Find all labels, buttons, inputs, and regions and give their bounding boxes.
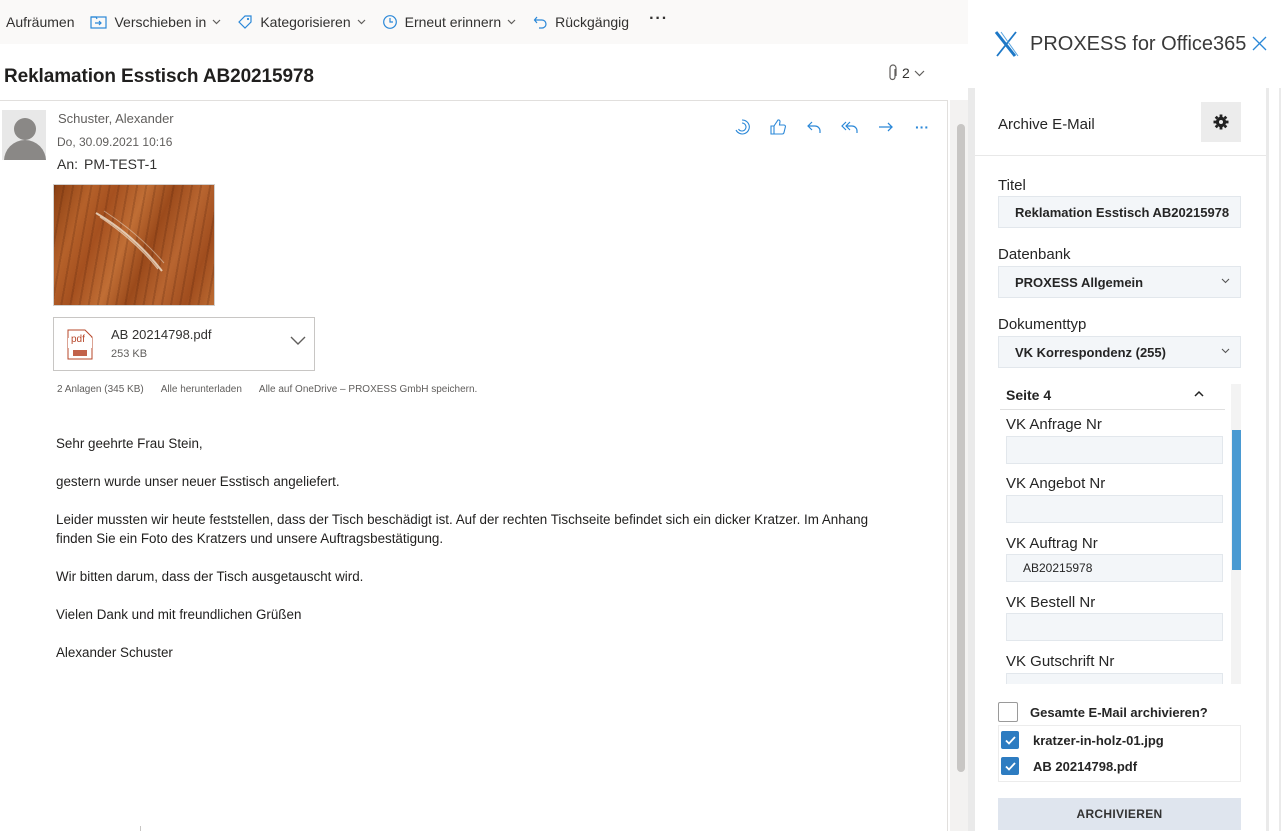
- pdf-attachment-name: AB 20214798.pdf: [111, 327, 212, 342]
- database-field-label: Datenbank: [998, 246, 1071, 263]
- field-label: VK Angebot Nr: [1006, 475, 1106, 492]
- pdf-attachment-size: 253 KB: [111, 348, 148, 360]
- body-signature: Alexander Schuster: [56, 645, 173, 660]
- chevron-up-icon[interactable]: [1194, 390, 1204, 397]
- snooze-button[interactable]: [374, 0, 525, 44]
- loop-icon[interactable]: [731, 116, 753, 138]
- pdf-attachment-card[interactable]: [53, 317, 315, 371]
- command-toolbar: [0, 0, 968, 44]
- whole-email-checkbox[interactable]: [998, 702, 1018, 722]
- gutschrift-input[interactable]: [1006, 673, 1223, 684]
- save-to-onedrive-link[interactable]: Alle auf OneDrive – PROXESS GmbH speichern.: [258, 384, 478, 395]
- attachment-checkbox[interactable]: [1001, 757, 1019, 775]
- body-paragraph: Wir bitten darum, dass der Tisch ausgetauscht wird.: [56, 569, 364, 584]
- pdf-icon-label: pdf: [71, 334, 85, 345]
- close-icon[interactable]: [1252, 36, 1267, 51]
- body-paragraph: gestern wurde unser neuer Esstisch angeliefert.: [56, 474, 340, 489]
- attachment-option[interactable]: [1001, 731, 1164, 749]
- doctype-field-label: Dokumenttyp: [998, 316, 1087, 333]
- message-subject: Reklamation Esstisch AB20215978: [4, 66, 314, 87]
- undo-label: Rückgängig: [555, 14, 630, 30]
- fields-scrollbar-thumb[interactable]: [1232, 430, 1241, 570]
- undo-button[interactable]: [524, 0, 637, 44]
- recipient[interactable]: PM-TEST-1: [84, 156, 158, 172]
- undo-icon: [532, 14, 548, 30]
- move-folder-icon: [90, 15, 107, 29]
- reply-all-icon[interactable]: [839, 116, 861, 138]
- database-value: PROXESS Allgemein: [1015, 274, 1144, 290]
- checkmark-icon: [1005, 736, 1016, 745]
- divider: [1000, 409, 1225, 410]
- snooze-label: Erneut erinnern: [404, 14, 502, 30]
- database-select[interactable]: [998, 266, 1241, 298]
- proxess-logo-icon: [993, 30, 1019, 58]
- message-body: [56, 434, 896, 681]
- auftrag-input[interactable]: AB20215978: [1006, 554, 1223, 582]
- attachment-count: 2: [902, 65, 910, 81]
- anfrage-input[interactable]: [1006, 436, 1223, 464]
- more-actions-button[interactable]: ···: [649, 10, 669, 27]
- chevron-down-icon: [507, 19, 516, 25]
- reply-icon[interactable]: [803, 116, 825, 138]
- angebot-input[interactable]: [1006, 495, 1223, 523]
- attachment-checkbox[interactable]: [1001, 731, 1019, 749]
- clock-icon: [382, 14, 398, 30]
- chevron-down-icon[interactable]: [290, 336, 306, 346]
- field-label: VK Anfrage Nr: [1006, 416, 1102, 433]
- attachment-summary-links: [57, 384, 477, 395]
- move-to-button[interactable]: [82, 0, 229, 44]
- chevron-down-icon: [914, 70, 925, 77]
- addin-title: PROXESS for Office365: [1030, 33, 1247, 55]
- archive-heading: Archive E-Mail: [998, 116, 1095, 133]
- cleanup-button[interactable]: [0, 0, 82, 44]
- archive-whole-email-option[interactable]: [998, 702, 1208, 722]
- checkmark-icon: [1005, 762, 1016, 771]
- divider: [140, 826, 141, 831]
- body-paragraph: Vielen Dank und mit freundlichen Grüßen: [56, 607, 302, 622]
- attachment-option[interactable]: [1001, 757, 1137, 775]
- attachment-summary: 2 Anlagen (345 KB): [57, 384, 144, 395]
- move-to-label: Verschieben in: [114, 14, 207, 30]
- message-actions: [731, 116, 933, 138]
- settings-button[interactable]: [1201, 102, 1241, 142]
- chevron-down-icon: [1221, 278, 1230, 284]
- avatar: [2, 110, 46, 160]
- attachment-count-toggle[interactable]: [888, 64, 929, 82]
- cleanup-label: Aufräumen: [6, 14, 75, 30]
- field-label: VK Auftrag Nr: [1006, 535, 1098, 552]
- forward-icon[interactable]: [875, 116, 897, 138]
- title-field-label: Titel: [998, 177, 1026, 194]
- categorize-button[interactable]: [229, 0, 373, 44]
- like-icon[interactable]: [767, 116, 789, 138]
- message-date: Do, 30.09.2021 10:16: [57, 135, 173, 149]
- addin-scrollbar[interactable]: [1269, 88, 1279, 831]
- doctype-select[interactable]: [998, 336, 1241, 368]
- gear-icon: [1212, 113, 1230, 131]
- image-attachment-thumbnail[interactable]: [53, 184, 215, 306]
- field-label: VK Bestell Nr: [1006, 594, 1096, 611]
- divider: [975, 155, 1266, 156]
- bestell-input[interactable]: [1006, 613, 1223, 641]
- body-paragraph: Leider mussten wir heute feststellen, dass der Tisch beschädigt ist. Auf der rechten Tischseite befindet sich ein dicker Kratzer. Im Anhang finden Sie ein Foto des Kratzers und unsere Auftragsbestätigung.: [56, 512, 869, 546]
- archive-button[interactable]: ARCHIVIEREN: [998, 798, 1241, 830]
- chevron-down-icon: [357, 19, 366, 25]
- more-message-actions-button[interactable]: ···: [915, 119, 929, 135]
- field-label: VK Gutschrift Nr: [1006, 653, 1115, 670]
- section-header[interactable]: Seite 4: [1006, 387, 1052, 403]
- attachment-option-label: AB 20214798.pdf: [1033, 758, 1138, 774]
- chevron-down-icon: [1221, 348, 1230, 354]
- sender-name[interactable]: Schuster, Alexander: [58, 111, 174, 126]
- download-all-link[interactable]: Alle herunterladen: [160, 384, 242, 395]
- tag-icon: [237, 14, 253, 30]
- chevron-down-icon: [212, 19, 221, 25]
- to-label: An:: [57, 156, 79, 172]
- attachment-option-label: kratzer-in-holz-01.jpg: [1033, 732, 1164, 748]
- title-input[interactable]: Reklamation Esstisch AB20215978: [998, 196, 1241, 228]
- whole-email-label: Gesamte E-Mail archivieren?: [1030, 704, 1208, 720]
- doctype-value: VK Korrespondenz (255): [1015, 344, 1166, 360]
- reading-scrollbar-thumb[interactable]: [957, 124, 965, 772]
- paperclip-icon: [888, 64, 898, 82]
- recipient-line: [57, 156, 163, 172]
- categorize-label: Kategorisieren: [260, 14, 351, 30]
- body-greeting: Sehr geehrte Frau Stein,: [56, 436, 203, 451]
